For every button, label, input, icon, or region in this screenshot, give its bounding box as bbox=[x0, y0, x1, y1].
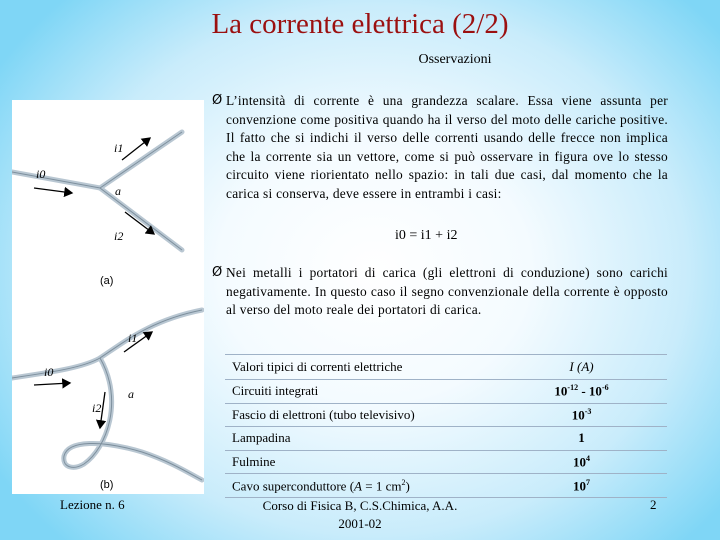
table-cell-value: $10^{-3}$ bbox=[496, 403, 667, 427]
label-node-a: a bbox=[115, 184, 121, 198]
circuit-diagram bbox=[12, 100, 204, 494]
table-cell-name: Fulmine bbox=[225, 450, 496, 474]
paragraph-metals bbox=[212, 264, 668, 320]
table-row bbox=[225, 474, 667, 498]
table-cell-name: Lampadina bbox=[225, 427, 496, 451]
table-header-row bbox=[225, 355, 667, 380]
table-cell-value: $10^4$ bbox=[496, 450, 667, 474]
wire-diagram-b bbox=[12, 310, 202, 480]
currents-table bbox=[225, 354, 667, 498]
circuit-figure bbox=[12, 100, 204, 494]
bullet-arrow-icon: Ø bbox=[212, 93, 223, 108]
footer-page-number: 2 bbox=[650, 497, 657, 512]
label-i2-a: i2 bbox=[114, 229, 124, 243]
paragraph-scalar-text: L’intensità di corrente è una grandezza scalare. Essa viene assunta per convenzione come positiva quando ha il verso del moto delle cariche positive. Il fatto che si indichi il verso delle correnti usando delle frecce non implica che la corrente sia un vettore, come si può osservare in figura ove lo stesso circuito viene riorientato nello spazio: in tali due casi, dal momento che la carica si conserva, deve essere in entrambi i casi: bbox=[226, 93, 668, 201]
table-cell-value: 1 bbox=[496, 427, 667, 451]
bullet-arrow-icon: Ø bbox=[212, 265, 223, 280]
table-row bbox=[225, 427, 667, 451]
slide-subtitle: Osservazioni bbox=[418, 52, 492, 67]
caption-b: (b) bbox=[100, 479, 114, 491]
paragraph-scalar bbox=[212, 92, 668, 204]
table-cell-name: Circuiti integrati bbox=[225, 380, 496, 404]
label-node-b: a bbox=[128, 387, 134, 401]
table-row bbox=[225, 450, 667, 474]
table-cell-value: $10^{-12} - 10^{-6}$ bbox=[496, 380, 667, 404]
footer-course: Corso di Fisica B, C.S.Chimica, A.A. 2001-02 bbox=[262, 498, 458, 531]
table-row bbox=[225, 403, 667, 427]
label-i1-b: i1 bbox=[128, 331, 138, 345]
slide-title: La corrente elettrica (2/2) bbox=[211, 8, 509, 40]
caption-a: (a) bbox=[100, 275, 114, 287]
table-row bbox=[225, 380, 667, 404]
footer-lesson: Lezione n. 6 bbox=[60, 497, 125, 512]
table-cell-name: Cavo superconduttore (A = 1 $cm^2$) bbox=[225, 474, 496, 498]
label-i0-a: i0 bbox=[36, 167, 46, 181]
label-i1-a: i1 bbox=[114, 141, 124, 155]
table-cell-name: Fascio di elettroni (tubo televisivo) bbox=[225, 403, 496, 427]
label-i2-b: i2 bbox=[92, 401, 102, 415]
table-cell-value: $10^7$ bbox=[496, 474, 667, 498]
table-header-unit: I (A) bbox=[496, 355, 667, 380]
arrow-i0-b bbox=[34, 383, 70, 385]
wire-diagram-a bbox=[12, 132, 182, 250]
arrow-i0-a bbox=[34, 188, 72, 193]
label-i0-b: i0 bbox=[44, 365, 54, 379]
table-header-name: Valori tipici di correnti elettriche bbox=[225, 355, 496, 380]
paragraph-metals-text: Nei metalli i portatori di carica (gli elettroni di conduzione) sono carichi negativamente. In questo caso il segno convenzionale della corrente è opposto al verso del moto reale dei portatori di carica. bbox=[226, 265, 668, 318]
current-equation: i0 = i1 + i2 bbox=[395, 228, 458, 243]
